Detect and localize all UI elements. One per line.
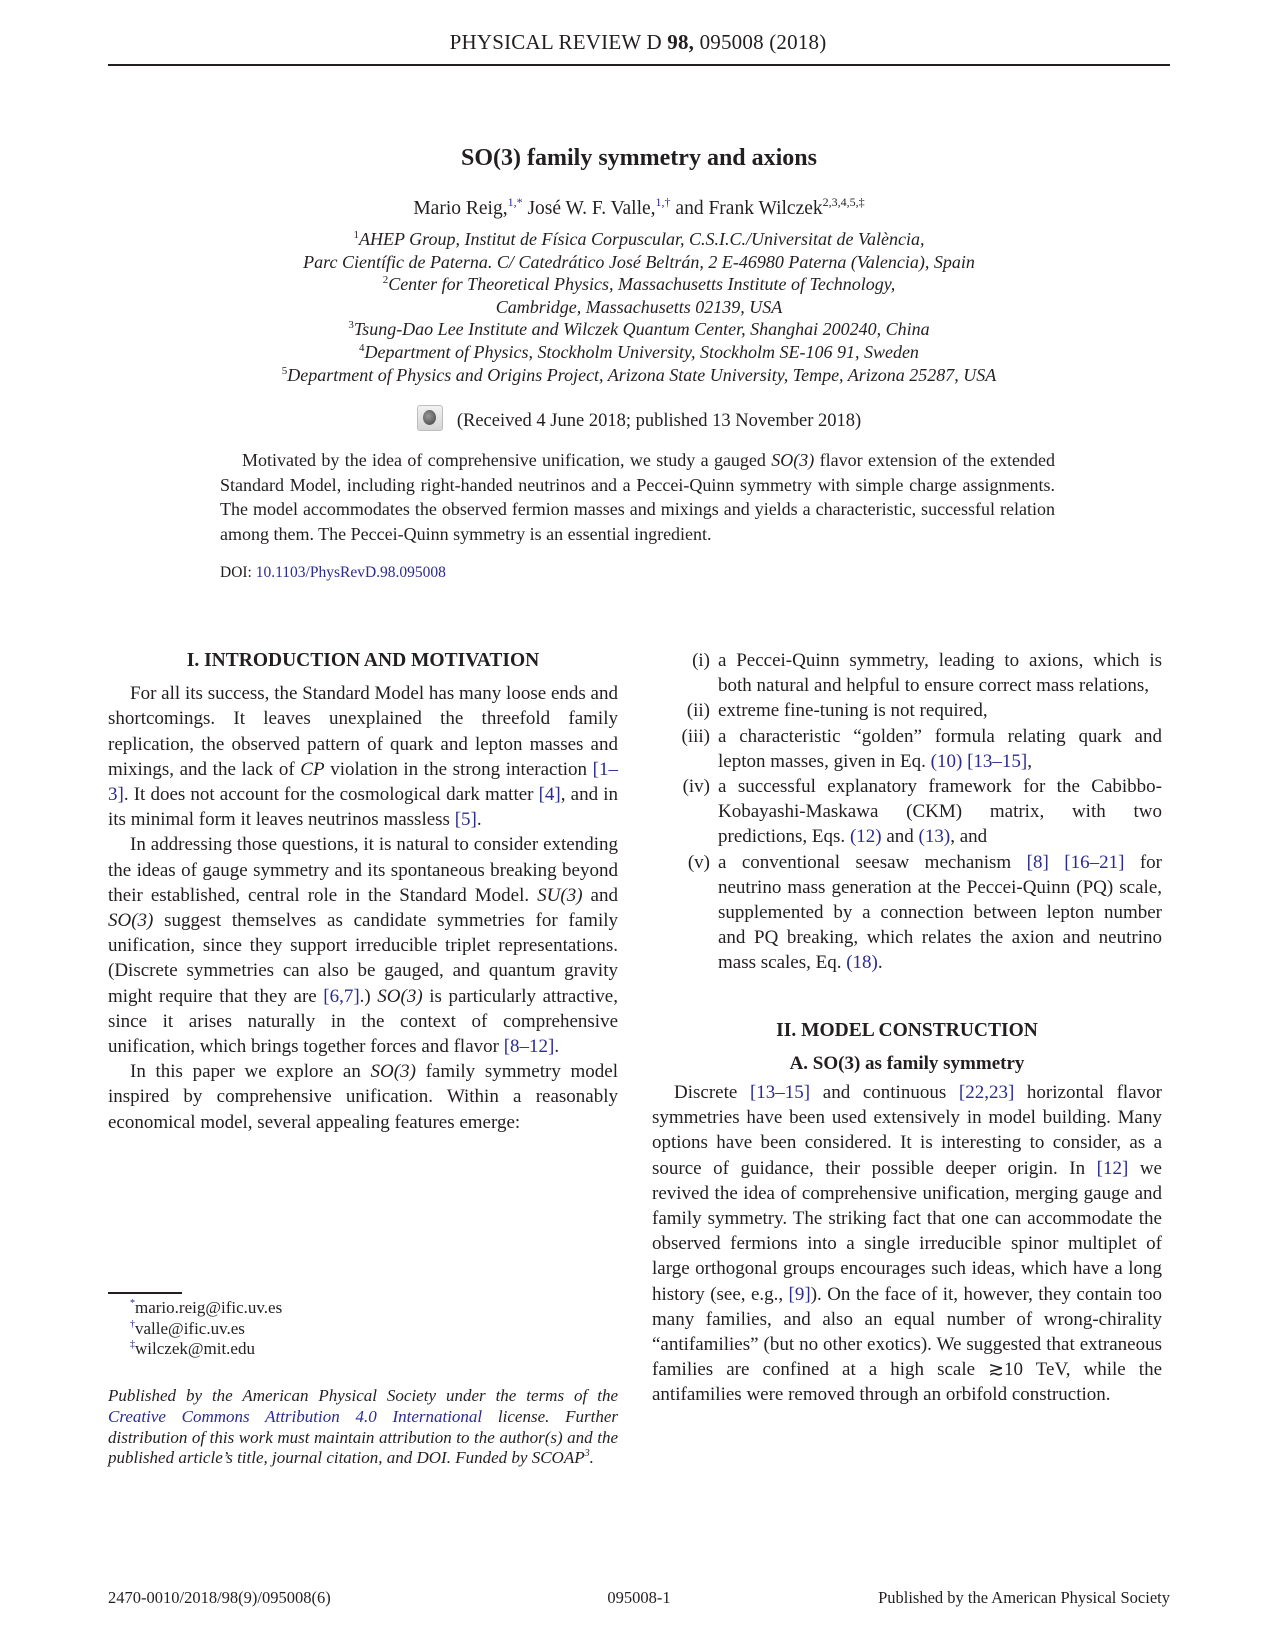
section-heading-introduction: I. INTRODUCTION AND MOTIVATION bbox=[186, 650, 540, 671]
section-heading-model-construction: II. MODEL CONSTRUCTION bbox=[776, 1019, 1038, 1041]
crossmark-icon[interactable] bbox=[417, 405, 443, 431]
text: family symmetry model inspired by comprehensive unification. Within a reasonably economical model, several appealing features emerge: bbox=[108, 1061, 618, 1133]
math-su3: SU(3) bbox=[537, 884, 583, 906]
citation-link[interactable]: [5] bbox=[454, 809, 477, 831]
doi-label: DOI: bbox=[220, 564, 252, 581]
author-affiliation-mark[interactable]: 2,3,4,5,‡ bbox=[822, 195, 865, 209]
text: .) bbox=[359, 985, 378, 1007]
received-text: (Received 4 June 2018; published 13 November 2018) bbox=[456, 411, 862, 431]
text: ). On the face of it, however, they contain too many families, and also an equal number of wrong-chirality “antifamilies” (but no other exotics). We suggested that extraneous families are confined at a high scale ≳10 TeV, while the antifamilies were removed through an orbifold construction. bbox=[652, 1283, 1162, 1406]
page-footer bbox=[108, 1588, 1170, 1608]
text: for neutrino mass generation at the Peccei-Quinn (PQ) scale, supplemented by a connection between lepton number and PQ breaking, which relates the axion and neutrino mass scales, Eq. bbox=[718, 851, 1162, 974]
text: and bbox=[881, 826, 919, 848]
affiliation-line: Tsung-Dao Lee Institute and Wilczek Quantum Center, Shanghai 200240, China bbox=[353, 319, 930, 340]
author-list bbox=[108, 195, 1170, 220]
citation-link[interactable]: [13–15] bbox=[967, 750, 1028, 772]
equation-link[interactable]: (12) bbox=[849, 826, 882, 848]
affiliation-1-cont: Parc Científic de Paterna. C/ Catedrático José Beltrán, 2 E-46980 Paterna (Valencia), Spain bbox=[303, 251, 975, 272]
text: . bbox=[476, 809, 482, 831]
text: , and in its minimal form it leaves neutrinos massless bbox=[108, 784, 618, 831]
footer-publisher: Published by the American Physical Society bbox=[878, 1588, 1170, 1607]
citation-link[interactable]: [1–3] bbox=[108, 758, 618, 806]
affiliation-4 bbox=[108, 341, 1170, 364]
list-text bbox=[718, 850, 1162, 976]
citation-link[interactable]: [8] bbox=[1026, 851, 1049, 873]
text: a conventional seesaw mechanism bbox=[718, 851, 1027, 873]
citation-link[interactable]: [8–12] bbox=[503, 1036, 555, 1058]
abstract-text: Motivated by the idea of comprehensive unification, we study a gauged bbox=[242, 450, 772, 470]
affiliation-2 bbox=[108, 273, 1170, 296]
superscript: 3 bbox=[584, 1448, 590, 1460]
author-name: Frank Wilczek bbox=[708, 198, 823, 219]
list-text bbox=[718, 774, 1162, 850]
text: license. Further distribution of this work must maintain attribution to the author(s) and the published article’s title, journal citation, and DOI. Funded by SCOAP bbox=[108, 1406, 618, 1468]
intro-paragraph-3 bbox=[108, 1059, 618, 1135]
affiliation-number: 4 bbox=[359, 341, 365, 354]
author-affiliation-mark[interactable]: 1,* bbox=[507, 195, 523, 209]
citation-link[interactable]: [13–15] bbox=[749, 1082, 811, 1104]
text: is particularly attractive, since it arises naturally in the context of comprehensive unification, which brings together forces and flavor bbox=[108, 985, 618, 1058]
footnote-mark: ‡ bbox=[130, 1339, 135, 1350]
text: and continuous bbox=[810, 1082, 959, 1104]
math-so3: SO(3) bbox=[370, 1061, 416, 1083]
text: we revived the idea of comprehensive unification, merging gauge and family symmetry. The striking fact that one can accommodate the observed fermions into a single irreducible spinor multiplet of large orthogonal groups encourages such ideas, which have a long history (see, e.g., bbox=[652, 1157, 1162, 1305]
footer-issn: 2470-0010/2018/98(9)/095008(6) bbox=[108, 1588, 331, 1607]
page-number: 095008-1 bbox=[607, 1588, 671, 1607]
feature-item-v bbox=[652, 850, 1162, 976]
footnote-mark: † bbox=[130, 1318, 135, 1330]
text: and bbox=[582, 884, 618, 906]
doi-link[interactable]: 10.1103/PhysRevD.98.095008 bbox=[255, 564, 446, 581]
affiliation-number: 5 bbox=[281, 364, 288, 377]
text: . bbox=[589, 1448, 594, 1468]
list-marker: (ii) bbox=[686, 700, 710, 722]
math-so3: SO(3) bbox=[108, 910, 154, 932]
text: a successful explanatory framework for the Cabibbo-Kobayashi-Maskawa (CKM) matrix, with two predictions, Eqs. bbox=[718, 776, 1162, 848]
math-so3: SO(3) bbox=[377, 985, 423, 1007]
footnote-email bbox=[130, 1319, 282, 1340]
feature-item-iv bbox=[652, 774, 1162, 850]
text: . It does not account for the cosmological dark matter bbox=[123, 784, 539, 806]
citation-link[interactable]: [12] bbox=[1096, 1157, 1129, 1179]
feature-item-i bbox=[652, 648, 1162, 698]
equation-link[interactable]: (13) bbox=[918, 826, 951, 848]
footnotes bbox=[130, 1298, 282, 1360]
feature-item-iii bbox=[652, 724, 1162, 774]
affiliations bbox=[108, 228, 1170, 386]
text: Published by the American Physical Society under the terms of the bbox=[108, 1386, 618, 1405]
list-marker: (iii) bbox=[681, 725, 710, 747]
list-text bbox=[718, 724, 1162, 774]
text: a characteristic “golden” formula relating quark and lepton masses, given in Eq. bbox=[718, 725, 1162, 772]
math-cp: CP bbox=[300, 758, 325, 780]
received-dates bbox=[108, 405, 1170, 432]
license-link[interactable]: Creative Commons Attribution 4.0 International bbox=[108, 1406, 483, 1426]
abstract-text: flavor extension of the extended Standard Model, including right-handed neutrinos and a Peccei-Quinn symmetry with simple charge assignments. The model accommodates the observed fermion masses and mixings and yields a characteristic, successful relation among them. The Peccei-Quinn symmetry is an essential ingredient. bbox=[220, 450, 1055, 544]
text: Discrete bbox=[674, 1082, 750, 1104]
footnote-mark: * bbox=[130, 1298, 135, 1309]
left-column bbox=[108, 648, 618, 1135]
email-address[interactable]: wilczek@mit.edu bbox=[135, 1339, 255, 1358]
text: horizontal flavor symmetries have been used extensively in model building. Many options have been considered. It is interesting to consider, as a source of guidance, their possible deeper origin. In bbox=[652, 1082, 1162, 1179]
author-conjunction: and bbox=[675, 198, 704, 219]
text: . bbox=[877, 952, 883, 974]
journal-volume: 98, bbox=[667, 30, 695, 54]
list-text: extreme fine-tuning is not required, bbox=[718, 700, 988, 722]
text: , bbox=[1027, 750, 1032, 772]
intro-paragraph-2 bbox=[108, 832, 618, 1059]
text bbox=[1049, 852, 1064, 873]
equation-link[interactable]: (18) bbox=[846, 952, 878, 974]
citation-link[interactable]: [4] bbox=[538, 784, 561, 806]
right-column bbox=[652, 648, 1162, 1408]
header-rule bbox=[108, 64, 1170, 66]
affiliation-1 bbox=[108, 228, 1170, 251]
citation-link[interactable]: [16–21] bbox=[1064, 851, 1125, 873]
author-affiliation-mark[interactable]: 1,† bbox=[655, 195, 671, 209]
affiliation-2-cont: Cambridge, Massachusetts 02139, USA bbox=[495, 296, 783, 317]
abstract bbox=[220, 448, 1055, 546]
author-name: José W. F. Valle, bbox=[527, 198, 656, 219]
feature-item-ii bbox=[652, 698, 1162, 723]
text: , and bbox=[950, 826, 988, 848]
list-marker: (i) bbox=[692, 650, 710, 671]
author-name: Mario Reig, bbox=[413, 198, 508, 219]
doi bbox=[220, 564, 446, 582]
journal-name: PHYSICAL REVIEW D bbox=[449, 30, 662, 54]
text: In addressing those questions, it is natural to consider extending the ideas of gauge symmetry and its spontaneous breaking beyond their established, central role in the Standard Model. bbox=[108, 834, 618, 906]
list-marker: (iv) bbox=[682, 776, 710, 798]
running-head bbox=[108, 30, 1168, 55]
text: violation in the strong interaction bbox=[324, 758, 593, 780]
list-text: a Peccei-Quinn symmetry, leading to axions, which is both natural and helpful to ensure correct mass relations, bbox=[718, 650, 1162, 697]
affiliation-line: AHEP Group, Institut de Física Corpuscular, C.S.I.C./Universitat de València, bbox=[359, 229, 925, 249]
citation-link[interactable]: [9] bbox=[788, 1283, 811, 1305]
affiliation-number: 1 bbox=[353, 229, 360, 241]
math-so3: SO(3) bbox=[771, 450, 815, 470]
paper-title: SO(3) family symmetry and axions bbox=[461, 145, 817, 171]
text: For all its success, the Standard Model has many loose ends and shortcomings. It leaves unexplained the threefold family replication, the observed pattern of quark and lepton masses and mixings, and the lack of bbox=[108, 683, 618, 780]
footnote-rule bbox=[108, 1292, 182, 1294]
model-paragraph-1 bbox=[652, 1080, 1162, 1408]
affiliation-line: Center for Theoretical Physics, Massachusetts Institute of Technology, bbox=[388, 274, 896, 295]
footnote-email bbox=[130, 1339, 282, 1360]
email-address[interactable]: valle@ific.uv.es bbox=[135, 1318, 245, 1338]
affiliation-number: 3 bbox=[348, 319, 354, 332]
equation-link[interactable]: (10) bbox=[930, 750, 963, 772]
subsection-heading-so3: A. SO(3) as family symmetry bbox=[789, 1052, 1025, 1074]
intro-paragraph-1 bbox=[108, 681, 618, 832]
license-notice bbox=[108, 1386, 618, 1469]
citation-link[interactable]: [22,23] bbox=[958, 1082, 1015, 1104]
citation-link[interactable]: [6,7] bbox=[323, 985, 360, 1007]
article-number-year: 095008 (2018) bbox=[699, 30, 827, 54]
email-address[interactable]: mario.reig@ific.uv.es bbox=[135, 1298, 283, 1317]
affiliation-3 bbox=[108, 318, 1170, 341]
list-marker: (v) bbox=[687, 851, 710, 873]
affiliation-5 bbox=[108, 364, 1170, 387]
text: In this paper we explore an bbox=[130, 1061, 371, 1083]
affiliation-number: 2 bbox=[382, 274, 389, 287]
footnote-email bbox=[130, 1298, 282, 1319]
text: suggest themselves as candidate symmetries for family unification, since they support irreducible triplet representations. (Discrete symmetries can also be gauged, and quantum gravity might require that they are bbox=[108, 910, 618, 1007]
affiliation-line: Department of Physics, Stockholm University, Stockholm SE-106 91, Sweden bbox=[364, 341, 919, 362]
text: . bbox=[554, 1036, 560, 1058]
affiliation-line: Department of Physics and Origins Project, Arizona State University, Tempe, Arizona 25287, USA bbox=[287, 364, 997, 385]
